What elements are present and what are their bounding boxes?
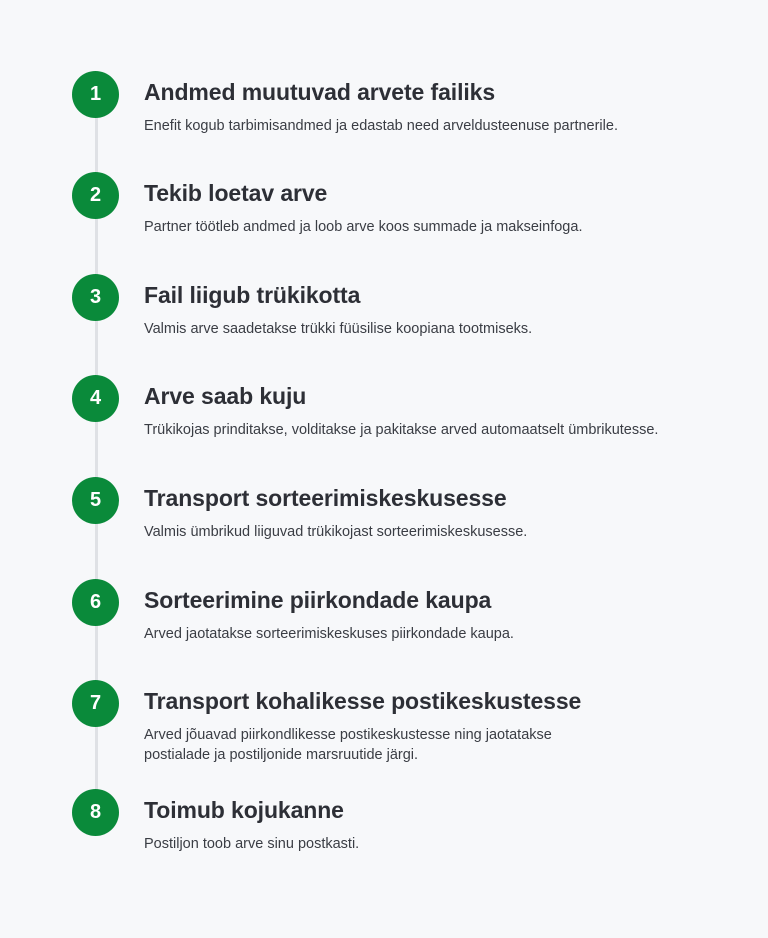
step-description: Valmis arve saadetakse trükki füüsilise koopiana tootmiseks. — [144, 321, 533, 337]
step-title: Arve saab kuju — [144, 383, 307, 409]
step-number-badge: 7 — [72, 680, 119, 727]
step-number-badge: 3 — [72, 274, 119, 321]
timeline-step-8 — [72, 789, 732, 869]
step-number-badge: 8 — [72, 789, 119, 836]
timeline-step-4 — [72, 375, 732, 455]
step-description: Postiljon toob arve sinu postkasti. — [144, 836, 360, 852]
step-description: Trükikojas prinditakse, volditakse ja pakitakse arved automaatselt ümbrikutesse. — [144, 422, 659, 438]
timeline-step-5 — [72, 477, 732, 557]
step-number-badge: 6 — [72, 579, 119, 626]
step-title: Sorteerimine piirkondade kaupa — [144, 587, 492, 613]
step-title: Andmed muutuvad arvete failiks — [144, 79, 496, 105]
timeline-step-2 — [72, 172, 732, 252]
step-title: Tekib loetav arve — [144, 180, 328, 206]
step-description: Enefit kogub tarbimisandmed ja edastab need arveldusteenuse partnerile. — [144, 118, 618, 134]
step-title: Fail liigub trükikotta — [144, 282, 361, 308]
step-description: Arved jõuavad piirkondlikesse postikeskustesse ning jaotatakse postialade ja postiljonide marsruutide järgi. — [144, 727, 552, 763]
timeline-step-3 — [72, 274, 732, 354]
step-title: Transport sorteerimiskeskusesse — [144, 485, 507, 511]
step-number-badge: 1 — [72, 71, 119, 118]
step-title: Transport kohalikesse postikeskustesse — [144, 688, 582, 714]
timeline-step-6 — [72, 579, 732, 659]
step-description: Arved jaotatakse sorteerimiskeskuses piirkondade kaupa. — [144, 626, 514, 642]
step-number-badge: 2 — [72, 172, 119, 219]
timeline-step-7 — [72, 680, 732, 763]
step-title: Toimub kojukanne — [144, 797, 344, 823]
step-number-badge: 5 — [72, 477, 119, 524]
step-number-badge: 4 — [72, 375, 119, 422]
step-description: Valmis ümbrikud liiguvad trükikojast sorteerimiskeskusesse. — [144, 524, 528, 540]
timeline-step-1 — [72, 71, 732, 151]
step-description: Partner töötleb andmed ja loob arve koos summade ja makseinfoga. — [144, 219, 583, 235]
